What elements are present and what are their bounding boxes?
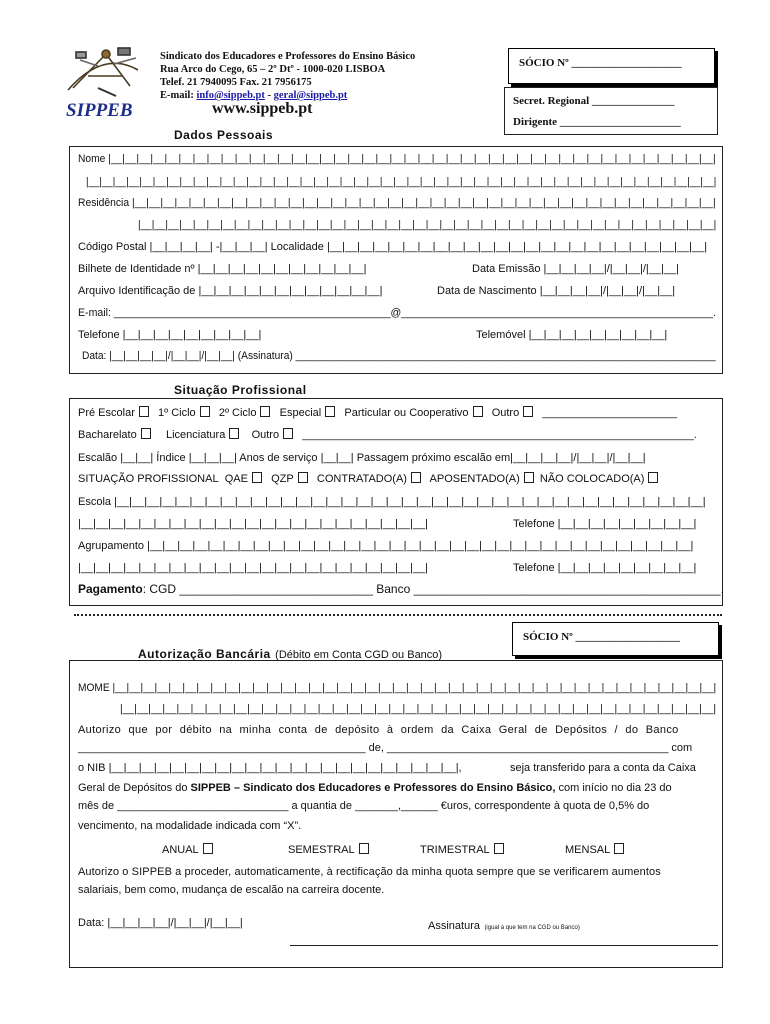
email-link-geral[interactable]: geral@sippeb.pt	[273, 90, 348, 101]
anual-label: ANUAL	[162, 844, 199, 856]
pagamento-fields[interactable]: : CGD _____________________________ Banco ______________________________________________.	[142, 582, 724, 596]
trimestral-label: TRIMESTRAL	[420, 844, 490, 856]
escola-telefone-field[interactable]: Telefone |__|__|__|__|__|__|__|__|__|	[513, 518, 697, 530]
anual-checkbox[interactable]	[203, 843, 213, 854]
assinatura-line[interactable]	[290, 945, 718, 946]
semestral-option	[288, 843, 369, 856]
bilhete-identidade-field[interactable]: Bilhete de Identidade nº |__|__|__|__|__|__|__|__|__|__|__|	[78, 263, 367, 275]
qae-label: QAE	[224, 473, 248, 485]
escola-continuation-field[interactable]: |__|__|__|__|__|__|__|__|__|__|__|__|__|__|__|__|__|__|__|__|__|__|__|	[78, 518, 428, 530]
especial-checkbox[interactable]	[325, 406, 335, 417]
rectificacao-paragraph-line1: Autorizo o SIPPEB a proceder, automaticamente, à rectificação da minha quota sempre que se verificarem aumentos	[78, 866, 661, 878]
bacharelato-label: Bacharelato	[78, 429, 137, 441]
cut-line-separator	[74, 614, 722, 616]
geral-depositos-prefix: Geral de Depósitos do	[78, 782, 191, 794]
ciclo1-label: 1º Ciclo	[158, 407, 196, 419]
outro-habilitacao-label: Outro	[251, 429, 280, 441]
org-address: Rua Arco do Cego, 65 – 2º Dtº - 1000-020 LISBOA	[160, 64, 386, 75]
logo-text: SIPPEB	[66, 100, 133, 121]
banco-de-field[interactable]: _______________________________________________ de, ______________________________________________ com	[78, 742, 693, 754]
socio-number-field[interactable]: SÓCIO Nº ____________________	[519, 57, 682, 69]
situacao-profissional-title: Situação Profissional	[174, 383, 307, 397]
pagamento-label: Pagamento	[78, 582, 143, 596]
arquivo-identificacao-field[interactable]: Arquivo Identificação de |__|__|__|__|__|__|__|__|__|__|__|__|	[78, 285, 383, 297]
ciclo2-checkbox[interactable]	[260, 406, 270, 417]
residencia-field[interactable]: Residência |__|__|__|__|__|__|__|__|__|__|__|__|__|__|__|__|__|__|__|__|__|__|__|__|__|__|__|__|__|__|__|__|__|__|__|__|__|__|__|__|__|	[78, 197, 716, 209]
org-phone: Telef. 21 7940095 Fax. 21 7956175	[160, 77, 312, 88]
telefone-field[interactable]: Telefone |__|__|__|__|__|__|__|__|__|	[78, 329, 262, 341]
mensal-checkbox[interactable]	[614, 843, 624, 854]
email-link-info[interactable]: info@sippeb.pt	[196, 90, 265, 101]
sippeb-name: SIPPEB – Sindicato dos Educadores e Professores do Ensino Básico,	[190, 782, 556, 794]
data-assinatura-field[interactable]: Data: |__|__|__|__|/|__|__|/|__|__| (Assinatura) __________________________________________________________________________	[82, 350, 716, 362]
data-nascimento-field[interactable]: Data de Nascimento |__|__|__|__|/|__|__|/|__|__|	[437, 285, 676, 297]
inicio-dia-text: com início no dia 23 do	[555, 782, 672, 794]
outro-habilitacao-input[interactable]: ________________________________________________________________.	[302, 429, 697, 441]
telemovel-field[interactable]: Telemóvel |__|__|__|__|__|__|__|__|__|	[476, 329, 668, 341]
outro-nivel-label: Outro	[491, 407, 520, 419]
mes-quantia-field[interactable]: mês de ____________________________ a quantia de _______,______ €uros, correspondente à quota de 0,5% do	[78, 800, 650, 812]
org-name: Sindicato dos Educadores e Professores do Ensino Básico	[160, 51, 416, 62]
especial-label: Especial	[279, 407, 322, 419]
pre-escolar-checkbox[interactable]	[139, 406, 149, 417]
dirigente-field[interactable]: Dirigente ______________________	[513, 116, 681, 128]
bacharelato-checkbox[interactable]	[141, 428, 151, 439]
secret-regional-field[interactable]: Secret. Regional _______________	[513, 95, 675, 107]
mome-continuation-field[interactable]: |__|__|__|__|__|__|__|__|__|__|__|__|__|__|__|__|__|__|__|__|__|__|__|__|__|__|__|__|__|__|__|__|__|__|__|__|__|__|__|__|__|__|	[120, 703, 717, 715]
nome-continuation-field[interactable]: |__|__|__|__|__|__|__|__|__|__|__|__|__|__|__|__|__|__|__|__|__|__|__|__|__|__|__|__|__|__|__|__|__|__|__|__|__|__|__|__|__|__|__|__|__|__|__|	[86, 176, 717, 188]
nao-colocado-checkbox[interactable]	[648, 472, 658, 483]
pagamento-row[interactable]	[78, 582, 724, 596]
website[interactable]: www.sippeb.pt	[212, 100, 313, 117]
ciclo2-label: 2º Ciclo	[218, 407, 257, 419]
outro-habilitacao-checkbox[interactable]	[283, 428, 293, 439]
nivel-ensino-row	[78, 406, 677, 419]
autorizacao-data-field[interactable]: Data: |__|__|__|__|/|__|__|/|__|__|	[78, 917, 243, 929]
mome-field[interactable]: MOME |__|__|__|__|__|__|__|__|__|__|__|__|__|__|__|__|__|__|__|__|__|__|__|__|__|__|__|__|__|__|__|__|__|__|__|__|__|__|__|__|__|__|__|	[78, 682, 717, 694]
mensal-label: MENSAL	[565, 844, 611, 856]
residencia-continuation-field[interactable]: |__|__|__|__|__|__|__|__|__|__|__|__|__|__|__|__|__|__|__|__|__|__|__|__|__|__|__|__|__|__|__|__|__|__|__|__|__|__|__|__|__|__|	[138, 219, 717, 231]
nao-colocado-label: NÃO COLOCADO(A)	[539, 473, 645, 485]
trimestral-option	[420, 843, 504, 856]
aposentado-label: APOSENTADO(A)	[429, 473, 520, 485]
rectificacao-paragraph-line2: salariais, bem como, mudança de escalão na carreira docente.	[78, 884, 385, 896]
licenciatura-label: Licenciatura	[166, 429, 226, 441]
situacao-label: SITUAÇÃO PROFISSIONAL	[78, 473, 219, 485]
aposentado-checkbox[interactable]	[524, 472, 534, 483]
socio-box	[508, 48, 715, 84]
sextant-logo-icon	[58, 40, 148, 102]
escola-field[interactable]: Escola |__|__|__|__|__|__|__|__|__|__|__|__|__|__|__|__|__|__|__|__|__|__|__|__|__|__|__|__|__|__|__|__|__|__|__|__|__|__|__|	[78, 496, 706, 508]
nib-field[interactable]: o NIB |__|__|__|__|__|__|__|__|__|__|__|__|__|__|__|__|__|__|__|__|__|__|__|,	[78, 762, 462, 774]
vencimento-text: vencimento, na modalidade indicada com “X”.	[78, 820, 302, 832]
email-label: E-mail:	[160, 90, 194, 101]
dados-pessoais-title: Dados Pessoais	[174, 128, 274, 142]
nome-field[interactable]: Nome |__|__|__|__|__|__|__|__|__|__|__|__|__|__|__|__|__|__|__|__|__|__|__|__|__|__|__|__|__|__|__|__|__|__|__|__|__|__|__|__|__|__|__|	[78, 153, 716, 165]
escalao-row[interactable]: Escalão |__|__| Índice |__|__|__| Anos de serviço |__|__| Passagem próximo escalão em|__|__|__|__|/|__|__|/|__|__|	[78, 452, 646, 464]
regional-box	[504, 87, 718, 135]
trimestral-checkbox[interactable]	[494, 843, 504, 854]
autorizacao-subtitle: (Débito em Conta CGD ou Banco)	[275, 649, 443, 661]
semestral-label: SEMESTRAL	[288, 844, 355, 856]
outro-nivel-input[interactable]: ______________________	[542, 407, 677, 419]
assinatura-label-group	[428, 916, 580, 934]
logo	[58, 40, 148, 122]
situacao-row	[78, 472, 658, 485]
data-emissao-field[interactable]: Data Emissão |__|__|__|__|/|__|__|/|__|__|	[472, 263, 679, 275]
contratado-label: CONTRATADO(A)	[316, 473, 407, 485]
agrupamento-field[interactable]: Agrupamento |__|__|__|__|__|__|__|__|__|__|__|__|__|__|__|__|__|__|__|__|__|__|__|__|__|__|__|__|__|__|__|__|__|__|__|__|	[78, 540, 694, 552]
transferido-text: seja transferido para a conta da Caixa	[510, 762, 696, 774]
particular-label: Particular ou Cooperativo	[344, 407, 469, 419]
particular-checkbox[interactable]	[473, 406, 483, 417]
pre-escolar-label: Pré Escolar	[78, 407, 135, 419]
contratado-checkbox[interactable]	[411, 472, 421, 483]
codigo-postal-field[interactable]: Código Postal |__|__|__|__| -|__|__|__| Localidade |__|__|__|__|__|__|__|__|__|__|__|__|__|__|__|__|__|__|__|__|__|__|__|__|__|	[78, 241, 708, 253]
anual-option	[162, 843, 213, 856]
assinatura-note: (igual à que tem na CGD ou Banco)	[484, 925, 580, 931]
licenciatura-checkbox[interactable]	[229, 428, 239, 439]
geral-depositos-line	[78, 782, 672, 794]
autorizacao-socio-box	[512, 622, 719, 656]
mensal-option	[565, 843, 624, 856]
qae-checkbox[interactable]	[252, 472, 262, 483]
email-separator: -	[267, 90, 271, 101]
autorizo-paragraph-line1: Autorizo que por débito na minha conta de depósito à ordem da Caixa Geral de Depósitos / do Banco	[78, 724, 679, 736]
qzp-checkbox[interactable]	[298, 472, 308, 483]
autorizacao-title: Autorização Bancária	[138, 647, 271, 661]
qzp-label: QZP	[271, 473, 294, 485]
agrupamento-continuation-field[interactable]: |__|__|__|__|__|__|__|__|__|__|__|__|__|__|__|__|__|__|__|__|__|__|__|	[78, 562, 428, 574]
habilitacao-row	[78, 428, 697, 441]
autorizacao-socio-field[interactable]: SÓCIO Nº ___________________	[523, 631, 681, 643]
agrupamento-telefone-field[interactable]: Telefone |__|__|__|__|__|__|__|__|__|	[513, 562, 697, 574]
ciclo1-checkbox[interactable]	[200, 406, 210, 417]
email-field[interactable]: E-mail: _______________________________________________@_____________________________________________________.	[78, 307, 717, 319]
semestral-checkbox[interactable]	[359, 843, 369, 854]
outro-nivel-checkbox[interactable]	[523, 406, 533, 417]
assinatura-label: Assinatura	[428, 920, 480, 932]
